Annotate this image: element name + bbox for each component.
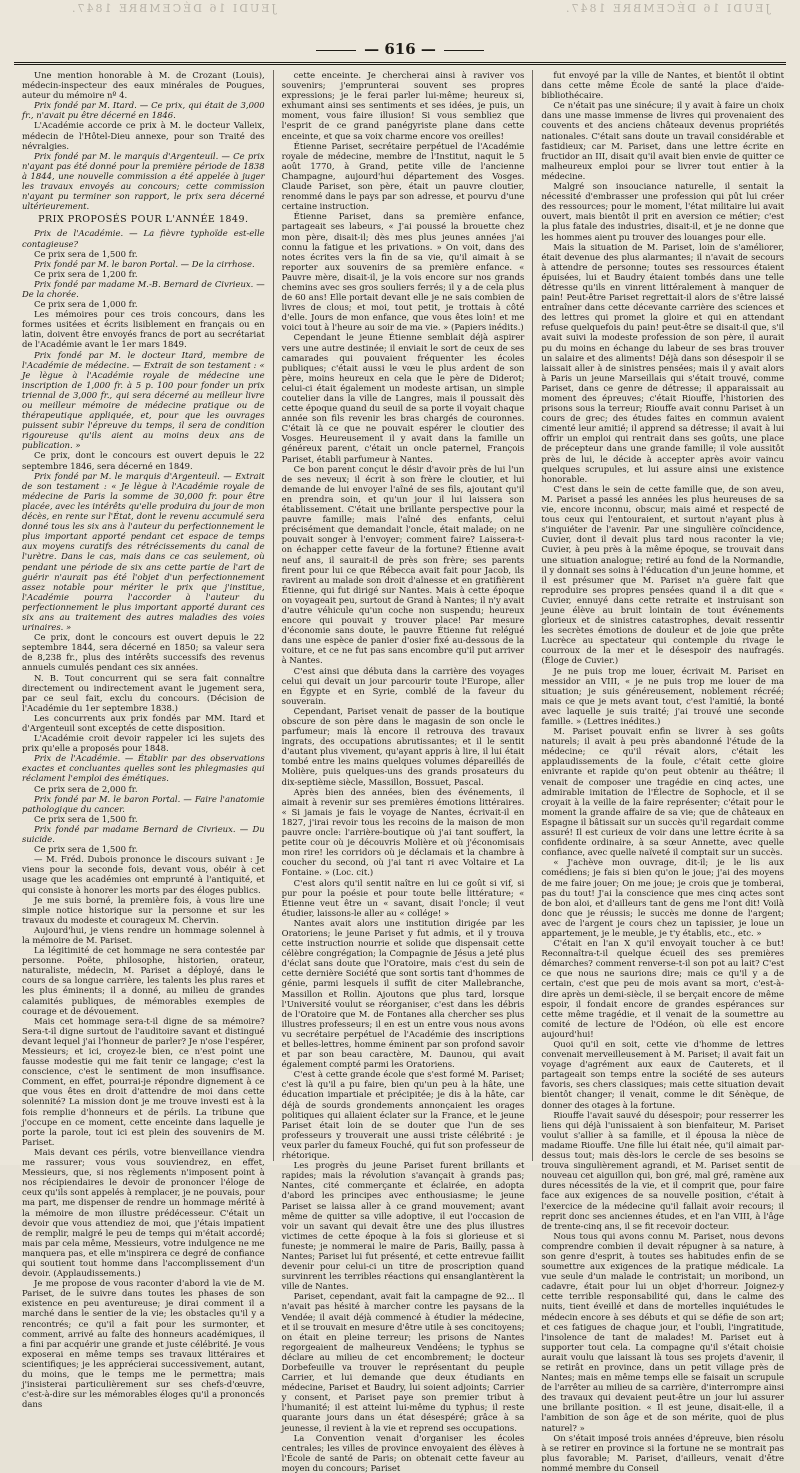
prize-entry: Prix fondé par madame Bernard de Civrieux. — Du suicide. bbox=[22, 823, 265, 845]
paragraph: L'Académie accorde ce prix à M. le docteur Valleix, médecin de l'Hôtel-Dieu annexe, pour son Traité des névralgies. bbox=[22, 120, 265, 151]
paragraph: Ce bon parent conçut le désir d'avoir près de lui l'un de ses neveux; il écrit à son frère le cloutier, et lui demande de lui envoyer l'aîné de ses fils, ajoutant qu'il en prendra soin, et qu'un jour il lui laissera son établissement. C'était une brillante perspective pour la pauvre famille; mais l'aîné des enfants, celui précisément que demandait l'oncle, était malade; on ne pouvait songer à l'envoyer; comment faire? Laissera-t-on échapper cette faveur de la fortune? Étienne avait neuf ans, il saurait-il de près son frère; ses parents firent pour lui ce que Rébecca avait fait pour Jacob, ils ravirent au malade son droit d'aînesse et en gratifièrent Étienne, qui fut dirigé sur Nantes. Mais à cette époque on voyageait peu, surtout de Grand à Nantes; il n'y avait d'autre véhicule qu'un coche non suspendu; heureux encore qui pouvait y trouver place! Par mesure d'économie sans doute, le pauvre Étienne fut relégué dans une espèce de panier d'osier fixé au-dessous de la voiture, et ce ne fut pas sans encombre qu'il put arriver à Nantes. bbox=[281, 463, 525, 666]
paragraph: Ce prix sera de 1,500 fr. bbox=[34, 844, 138, 855]
paragraph: Cependant le jeune Étienne semblait déjà aspirer vers une autre destinée; il enviait le sort de ceux de ses camarades qui pouvaient fréquenter les écoles publiques; c'était aussi le vœu le plus ardent de son père, moins heureux en cela que le père de Diderot; celui-ci était également un modeste artisan, un simple coutelier dans la ville de Langres, mais il poussait dès cette époque quand du seuil de sa porte il voyait chaque année son fils revenir les bras chargés de couronnes. C'était là ce que ne pouvait espérer le cloutier des Vosges. Heureusement il y avait dans la famille un généreux parent, c'était un oncle paternel, François Pariset, établi parfumeur à Nantes. bbox=[281, 332, 525, 464]
paragraph: Ce prix sera de 2,000 fr. bbox=[34, 783, 138, 794]
prize-entry: Prix de l'Académie. — Établir par des observations exactes et concluantes quelles sont les phlegmasies qui réclament l'emploi des émétiques. bbox=[22, 753, 265, 784]
paragraph: N. B. Tout concurrent qui se sera fait connaître directement ou indirectement avant le jugement sera, par ce seul fait, exclu du concours. (Décision de l'Académie du 1er septembre 1838.) bbox=[22, 672, 265, 713]
prize-entry: Prix fondé par M. le marquis d'Argenteuil. — Ce prix n'ayant pas été donné pour la première période de 1838 à 1844, une nouvelle commission a été appelée à juger les travaux envoyés au concours; cette commission n'ayant pu terminer son rapport, le prix sera décerné ultérieurement. bbox=[22, 150, 265, 212]
paragraph: C'est alors qu'il sentit naître en lui ce goût si vif, si pur pour la poésie et pour toute belle littérature; « Étienne veut être un « savant, disait l'oncle; il veut étudier, laissons-le aller au « collége! » bbox=[281, 877, 525, 918]
prize-entry: Prix de l'Académie. — La fièvre typhoïde est-elle contagieuse? bbox=[22, 228, 265, 249]
paragraph: Ce n'était pas une sinécure; il y avait à faire un choix dans une masse immense de livres qui provenaient des couvents et des anciens châteaux devenus propriétés nationales. C'était sans doute un travail considérable et fastidieux; car M. Pariset, dans une lettre écrite en fructidor an III, disait qu'il avait bien envie de quitter ce malheureux emploi pour se livrer tout entier à la médecine. bbox=[541, 100, 785, 181]
paragraph: Malgré son insouciance naturelle, il sentait la nécessité d'embrasser une profession qui pût lui créer des ressources; pour le moment, l'état militaire lui avait ouvert, mais bientôt il prit en aversion ce métier; c'est la plus fatale des industries, disait-il, et je ne donne que les hommes aient pu trouver des louanges pour elle. bbox=[541, 181, 785, 242]
paragraph: Je ne puis trop me louer, écrivait M. Pariset en messidor an VIII, « je ne puis trop me louer de ma situation; je suis généreusement, noblement récréé; mais ce que je mets avant tout, c'est l'amitié, la bonté avec laquelle je suis traité; j'ai trouvé une seconde famille. » (Lettres inédites.) bbox=[541, 665, 785, 726]
prize-entry: Prix fondé par madame M.-B. Bernard de Civrieux. — De la chorée. bbox=[22, 278, 265, 299]
paragraph: « J'achève mon ouvrage, dit-il; je le lis aux comédiens; je fais si bien qu'on le joue; j'ai des moyens de me faire jouer; On me joue; je crois que je tomberai, pas du tout! J'ai la conscience que mes cinq actes sont de bon aloi, et d'ailleurs tant de gens me l'ont dit! Voilà donc que je réussis; le succès me donne de l'argent; avec de l'argent je cours chez un tapissier, je loue un appartement, je le meuble, je t'y établis, etc., etc. » bbox=[541, 857, 785, 938]
paragraph: Je me propose de vous raconter d'abord la vie de M. Pariset, de le suivre dans toutes les phases de son existence en peu aventureuse; je dirai comment il a marché dans le sentier de la vie; les obstacles qu'il y a rencontrés; ce qu'il a fait pour les surmonter, et comment, arrivé au faîte des honneurs académiques, il a fini par acquérir une grande et juste célébrité. Je vous exposerai en même temps ses travaux littéraires et scientifiques; je les apprécierai successivement, autant, du moins, que le temps me le permettra; mais j'insisterai particulièrement sur ses chefs-d'œuvre, c'est-à-dire sur les mémorables éloges qu'il a prononcés dans bbox=[22, 1278, 265, 1410]
paragraph: Ce prix, dont le concours est ouvert depuis le 22 septembre 1844, sera décerné en 1850; sa valeur sera de 8,238 fr., plus des intérêts successifs des revenus annuels cumulés pendant ces six années. bbox=[22, 632, 265, 673]
prize-entry: Prix fondé par M. le baron Portal. — Faire l'anatomie pathologique du cancer. bbox=[22, 793, 265, 814]
paragraph: Ce prix, dont le concours est ouvert depuis le 22 septembre 1846, sera décerné en 1849. bbox=[22, 450, 265, 471]
paragraph: Ce prix sera de 1,200 fr. bbox=[34, 268, 138, 279]
paragraph: cette enceinte. Je chercherai ainsi à raviver vos souvenirs; j'emprunterai souvent ses propres expressions; je le ferai parler lui-même; heureux si, exhumant ainsi ses sentiments et ses idées, je puis, un moment, vous faire illusion! Si vous sembliez que l'esprit de ce grand panégyriste plane dans cette enceinte, et que sa voix charme encore vos oreilles! bbox=[281, 70, 525, 141]
paragraph: Mais cet hommage sera-t-il digne de sa mémoire? Sera-t-il digne surtout de l'auditoire savant et distingué devant lequel j'ai l'honneur de parler? Je n'ose l'espérer, Messieurs; et ici, croyez-le bien, ce n'est point une fausse modestie qui me fait tenir ce langage; c'est la conscience, c'est le sentiment de mon insuffisance. Comment, en effet, pourrai-je répondre dignement à ce que vous êtes en droit d'attendre de moi dans cette solennité? La mission dont je me trouve investi est à la fois remplie d'honneurs et de périls. La tribune que j'occupe en ce moment, cette enceinte dans laquelle je porte la parole, tout ici est plein des souvenirs de M. Pariset. bbox=[22, 1015, 265, 1147]
page-header bbox=[0, 0, 800, 58]
section-heading: PRIX PROPOSÉS POUR L'ANNÉE 1849. bbox=[38, 214, 249, 226]
prize-entry: Prix fondé par M. le marquis d'Argenteuil. — Extrait de son testament : « Je lègue à l'Académie royale de médecine de Paris la somme de 30,000 fr. pour être placée, avec les intérêts qu'elle produira du jour de mon décès, en rente sur l'État, dont le revenu accumulé sera donné tous les six ans à l'auteur du perfectionnement le plus important apporté pendant cet espace de temps aux moyens curatifs des rétrécissements du canal de l'urètre. Dans le cas, mais dans ce cas seulement, où pendant une période de six ans cette partie de l'art de guérir n'aurait pas été l'objet d'un perfectionnement assez notable pour mériter le prix que j'institue, l'Académie pourra l'accorder à l'auteur du perfectionnement le plus important apporté durant ces six ans au traitement des autres maladies des voies urinaires. » bbox=[22, 470, 265, 633]
column-middle bbox=[273, 70, 525, 1473]
paragraph: Riouffe l'avait sauvé du désespoir; pour resserrer les liens qui déjà l'unissaient à son bienfaiteur, M. Pariset voulut s'allier à sa famille, et il épousa la nièce de madame Riouffe. Une fille lui était née, qu'il aimait par-dessus tout; mais dès-lors le cercle de ses besoins se trouva singulièrement agrandi, et M. Pariset sentit de nouveau cet aiguillon qui, bon gré, mal gré, ramène aux dures nécessités de la vie, et il comprit que, pour faire face aux exigences de sa nouvelle position, c'était à l'exercice de la médecine qu'il fallait avoir recours; il reprit donc ses anciennes études, et en l'an VIII, à l'âge de trente-cinq ans, il se fit recevoir docteur. bbox=[541, 1109, 785, 1231]
paragraph: M. Pariset pouvait enfin se livrer à ses goûts naturels; il avait à peu près abandonné l'étude de la médecine; ce qu'il révait alors, c'était les applaudissements de la foule, c'était cette gloire enivrante et rapide qu'on peut obtenir au théâtre; il venait de composer une tragédie en cinq actes, une admirable imitation de l'Électre de Sophocle, et il se croyait à la veille de la faire représenter; c'était pour le moment la grande affaire de sa vie; que de châteaux en Espagne il bâtissait sur un succès qu'il regardait comme assuré! Il est curieux de voir dans une lettre écrite à sa confidente ordinaire, à sa sœur Annette, avec quelle confiance, avec quelle naïveté il comptait sur un succès. bbox=[541, 726, 785, 858]
paragraph: C'est à cette grande école que s'est formé M. Pariset; c'est là qu'il a pu faire, bien qu'un peu à la hâte, une éducation impartiale et précipitée; je dis à la hâte, car déjà de sourds grondements annonçaient les orages politiques qui allaient éclater sur la France, et le jeune Pariset était loin de se douter que l'un de ses professeurs y trouverait une aussi triste célébrité : je veux parler du fameux Fouché, qui fut son professeur de rhétorique. bbox=[281, 1069, 525, 1161]
paragraph: Étienne Pariset, dans sa première enfance, partageait ses labeurs, « J'ai poussé la brouette chez mon père, disait-il; dès mes plus jeunes années j'ai connu la fatigue et les privations. » On voit, dans des notes écrites vers la fin de sa vie, qu'il aimait à se reporter aux souvenirs de sa première enfance. « Pauvre mère, disait-il, je la vois encore sur nos grands chemins avec ses gros souliers ferrés; il y a de cela plus de 60 ans! Elle portait devant elle je ne sais combien de livres de clous; et moi, tout petit, je trottais à côté d'elle. Jours de mon enfance, que vous êtes loin! et me voici tout à l'heure au soir de ma vie. » (Papiers inédits.) bbox=[281, 211, 525, 333]
paragraph: Quoi qu'il en soit, cette vie d'homme de lettres convenait merveilleusement à M. Pariset; il avait fait un voyage d'agrément aux eaux de Cauterets, et il partageait son temps entre la société de ses auteurs favoris, ses chers classiques; mais cette situation devait bientôt changer; il venait, comme le dit Sénèque, de donner des otages à la fortune. bbox=[541, 1039, 785, 1110]
paragraph: Mais la situation de M. Pariset, loin de s'améliorer, était devenue des plus alarmantes; il n'avait de secours à attendre de personne; toutes ses ressources étaient épuisées, lui et Baudry étaient tombés dans une telle détresse qu'ils en vinrent littéralement à manquer de pain! Peut-être Pariset regrettait-il alors de s'être laissé entraîner dans cette décevante carrière des sciences et des lettres qui promet la gloire et qui en attendant refuse quelquefois du pain! peut-être se disait-il que, s'il avait suivi la modeste profession de son père, il aurait pu du moins en échange du labeur de ses bras trouver un salaire et des aliments! Déjà dans son désespoir il se laissait aller à de sinistres pensées; mais il y avait alors à Paris un jeune Marseillais qui s'était trouvé, comme Pariset, dans ce genre de détresse; il apparaissait au moment des épreuves; c'était Riouffe, l'historien des prisons sous la terreur; Riouffe avait connu Pariset à un cours de grec; des études faites en commun avaient cimenté leur amitié; il apprend sa détresse; il avait à lui offrir un emploi qui rentrait dans ses goûts, une place de précepteur dans une grande famille; il vole aussitôt près de lui, le décide à accepter après avoir vaincu quelques scrupules, et lui assure ainsi une existence honorable. bbox=[541, 241, 785, 484]
paragraph: Ce prix sera de 1,500 fr. bbox=[34, 813, 138, 824]
paragraph: Les concurrents aux prix fondés par MM. Itard et d'Argenteuil sont exceptés de cette disposition. bbox=[22, 712, 265, 733]
column-right bbox=[532, 70, 785, 1473]
paragraph: — M. Fréd. Dubois prononce le discours suivant : Je viens pour la seconde fois, devant vous, obéir à cet usage que les académies ont emprunté à l'antiquité, et qui consiste à honorer les morts par des éloges publics. bbox=[22, 854, 265, 895]
prize-entry: Prix fondé par M. Itard. — Ce prix, qui était de 3,000 fr., n'avait pu être décerné en 1846. bbox=[22, 100, 265, 121]
bleed-through-dateline-left: JEUDI 16 DÉCEMBRE 1847. bbox=[70, 2, 276, 15]
paragraph: La légitimité de cet hommage ne sera contestée par personne. Poëte, philosophe, historien, orateur, naturaliste, médecin, M. Pariset a déployé, dans le cours de sa longue carrière, les talents les plus rares et les plus éminents; il a donné, au milieu de grandes calamités publiques, de mémorables exemples de courage et de dévouement. bbox=[22, 945, 265, 1016]
column-left bbox=[22, 70, 265, 1410]
paragraph: Nantes avait alors une institution dirigée par les Oratoriens; le jeune Pariset y fut admis, et il y trouva cette instruction nourrie et solide que dispensait cette célèbre congrégation; la Compagnie de Jésus a jeté plus d'éclat sans doute que l'Oratoire, mais c'est du sein de cette dernière Société que sont sortis tant d'hommes de génie, parmi lesquels il suffit de citer Mallebranche, Massillon et Rollin. Ajoutons que plus tard, lorsque l'Université voulut se réorganiser, c'est dans les débris de l'Oratoire que M. de Fontanes alla chercher ses plus illustres professeurs; il en est un entre vous nous avons vu secrétaire perpétuel de l'Académie des inscriptions et belles-lettres, homme éminent par son profond savoir et par son beau caractère, M. Daunou, qui avait également compté parmi les Oratoriens. bbox=[281, 917, 525, 1070]
paragraph: C'est dans le sein de cette famille que, de son aveu, M. Pariset a passé les années les plus heureuses de sa vie, encore inconnu, obscur, mais aimé et respecté de tous ceux qui l'entouraient, et surtout n'ayant plus à s'inquiéter de l'avenir. Par une singulière coïncidence, Cuvier, dont il devait plus tard nous raconter la vie; Cuvier, à peu près à la même époque, se trouvait dans une situation analogue; retiré au fond de la Normandie, il y donnait ses soins à l'éducation d'un jeune homme, et il est présumer que M. Pariset n'a guère fait que reproduire ses propres pensées quand il a dit que « Cuvier, ennuyé dans cette retraite et instruisant son jeune élève au bruit lointain de tout événements glorieux et de sinistres catastrophes, devait ressentir les secrètes émotions de douleur et de joie que prête Lucrèce au spectateur qui contemple du rivage le courroux de la mer et le désespoir des naufragés. (Éloge de Cuvier.) bbox=[541, 483, 785, 666]
paragraph: Les mémoires pour ces trois concours, dans les formes usitées et écrits lisiblement en français ou en latin, doivent être envoyés francs de port au secrétariat de l'Académie avant le 1er mars 1849. bbox=[22, 309, 265, 350]
paragraph: C'était en l'an X qu'il envoyait toucher à ce but! Reconnaîtra-t-il quelque écueil des ses premières démarches? comment renverse-t-il son pot au lait? C'est ce que nous ne saurions dire; mais ce qu'il y a de certain, c'est que peu de mois avant sa mort, c'est-à-dire après un demi-siècle, il se berçait encore de même espoir, il fondait encore de grandes espérances sur cette même tragédie, et il venait de la soumettre au comité de lecture de l'Odéon, où elle est encore aujourd'hui! bbox=[541, 938, 785, 1039]
paragraph: Les progrès du jeune Pariset furent brillants et rapides; mais la révolution s'avançait à grands pas; Nantes, cité commerçante et éclairée, en adopta d'abord les principes avec enthousiasme; le jeune Pariset se laissa aller à ce grand mouvement; avant même de quitter sa ville adoptive, il eut l'occasion de voir un savant qui devait être une des plus illustres victimes de cette époque à la fois si glorieuse et si funeste; je nommerai le maire de Paris, Bailly, passa à Nantes; Pariset lui fut présenté, et cette entrevue faillit devenir pour celui-ci un titre de proscription quand survinrent les terribles réactions qui ensanglantèrent la ville de Nantes. bbox=[281, 1160, 525, 1292]
header-rule bbox=[14, 62, 786, 65]
paragraph: Étienne Pariset, secrétaire perpétuel de l'Académie royale de médecine, membre de l'Institut, naquit le 5 août 1770, à Grand, petite ville de l'ancienne Champagne, aujourd'hui département des Vosges. Claude Pariset, son père, était un pauvre cloutier, renommé dans le pays par son adresse, et pourvu d'une certaine instruction. bbox=[281, 140, 525, 212]
paragraph: C'est ainsi que débuta dans la carrière des voyages celui qui devait un jour parcourir toute l'Europe, aller en Égypte et en Syrie, comblé de la faveur du souverain. bbox=[281, 665, 525, 706]
paragraph: Je me suis borné, la première fois, à vous lire une simple notice historique sur la personne et sur les travaux du modeste et courageux M. Chervin. bbox=[22, 894, 265, 925]
paragraph: fut envoyé par la ville de Nantes, et bientôt il obtint dans cette même École de santé la place d'aide-bibliothécaire. bbox=[541, 70, 785, 101]
paragraph: Après bien des années, bien des événements, il aimait à revenir sur ses premières émotions littéraires. « Si jamais je fais le voyage de Nantes, écrivait-il en 1827, j'irai revoir tous les recoins de la maison de mon pauvre oncle: l'arrière-boutique où j'ai tant souffert, la petite cour où je découvris Molière et où j'économisais mon rire! les corridors où je déclamais et la chambre à coucher du second, où j'ai tant ri avec Voltaire et La Fontaine. » (Loc. cit.) bbox=[281, 786, 525, 878]
paragraph: Une mention honorable à M. de Crozant (Louis), médecin-inspecteur des eaux minérales de Pougues, auteur du mémoire nº 4. bbox=[22, 70, 265, 101]
page-number: — 616 — bbox=[0, 40, 800, 58]
paragraph: Aujourd'hui, je viens rendre un hommage solennel à la mémoire de M. Pariset. bbox=[22, 924, 265, 945]
prize-entry: Prix fondé par M. le baron Portal. — De la cirrhose. bbox=[34, 258, 255, 269]
paragraph: Mais devant ces périls, votre bienveillance viendra me rassurer; vous vous souviendrez, en effet, Messieurs, que, si nos règlements n'imposent point à nos récipiendaires le devoir de prononcer l'éloge de ceux qu'ils sont appelés à remplacer, je ne pouvais, pour ma part, me dispenser de rendre un hommage mérité à la mémoire de mon illustre prédécesseur. C'était un devoir que vous attendiez de moi, que j'étais impatient de remplir, malgré le peu de temps qui m'était accordé; mais par cela même, Messieurs, votre indulgence ne me manquera pas, et elle m'inspirera ce degré de confiance qui soutient tout homme dans l'accomplissement d'un devoir. (Applaudissements.) bbox=[22, 1146, 265, 1279]
paragraph: Nous tous qui avons connu M. Pariset, nous devons comprendre combien il devait répugner à sa nature, à son genre d'esprit, à toutes ses habitudes enfin de se soumettre aux exigences de la pratique médicale. La vue seule d'un malade le contristait; un moribond, un cadavre, était pour lui un objet d'horreur. Joignez-y cette terrible responsabilité qui, dans le calme des nuits, tient éveillé et dans de mortelles inquiétudes le médecin encore à ses débuts et qui se défie de son art; et ces fatigues de chaque jour, et l'oubli, l'ingratitude, l'insolence de tant de malades! M. Pariset eut à supporter tout cela. La compagne qu'il s'était choisie aurait voulu que laissant là tous ses projets d'avenir, il se retirât en province, dans un petit village près de Nantes; mais en même temps elle se faisait un scrupule de l'arrêter au milieu de sa carrière, d'interrompre ainsi des travaux qui devaient peut-être un jour lui assurer une brillante position. « Il est jeune, disait-elle, il a l'ambition de son âge et de son mérite, quoi de plus naturel? » bbox=[541, 1230, 785, 1433]
text-columns bbox=[22, 70, 785, 1473]
prize-entry: Prix fondé par M. le docteur Itard, membre de l'Académie de médecine. — Extrait de son testament : « Je lègue à l'Académie royale de médecine une inscription de 1,000 fr. à 5 p. 100 pour fonder un prix triennal de 3,000 fr., qui sera décerné au meilleur livre ou meilleur mémoire de médecine pratique ou de thérapeutique appliquée, et, pour que les ouvrages puissent subir l'épreuve du temps, il sera de condition rigoureuse qu'ils aient au moins deux ans de publication. » bbox=[22, 349, 265, 451]
paragraph: Cependant, Pariset venait de passer de la boutique obscure de son père dans le magasin de son oncle le parfumeur; mais là encore il retrouva des travaux ingrats, des occupations abrutissantes; et il le sentit d'autant plus vivement, qu'ayant appris à lire, il lui était tombé entre les mains quelques volumes dépareillés de Molière, puis quelques-uns des grands prosateurs du dix-septième siècle, Massillon, Bossuet, Pascal. bbox=[281, 705, 525, 787]
paragraph: Ce prix sera de 1,500 fr. bbox=[34, 248, 138, 259]
paragraph: La Convention venait d'organiser les écoles centrales; les villes de province envoyaient des élèves à l'École de santé de Paris; on obtenait cette faveur au moyen du concours; Pariset bbox=[281, 1432, 525, 1473]
paragraph: Pariset, cependant, avait fait la campagne de 92... Il n'avait pas hésité à marcher contre les paysans de la Vendée; il avait déjà commencé à étudier la médecine, et il se trouvait en mesure d'être utile à ses concitoyens; on était en pleine terreur; les prisons de Nantes regorgeaient de malheureux Vendéens; le typhus se déclare au milieu de cet encombrement; le docteur Dorbefeuille va trouver le représentant du peuple Carrier, et lui demande que deux étudiants en médecine, Pariset et Baudry, lui soient adjoints; Carrier y consent, et Pariset paye son premier tribut à l'humanité; il est atteint lui-même du typhus; il reste quarante jours dans un état désespéré; grâce à sa jeunesse, il revient à la vie et reprend ses occupations. bbox=[281, 1291, 525, 1433]
bleed-through-dateline-right: JEUDI 16 DÉCEMBRE 1847. bbox=[564, 2, 770, 15]
paragraph: On s'était imposé trois années d'épreuve, bien résolu à se retirer en province si la fortune ne se montrait pas plus favorable; M. Pariset, d'ailleurs, venait d'être nommé membre du Conseil bbox=[541, 1432, 785, 1473]
paragraph: L'Académie croit devoir rappeler ici les sujets des prix qu'elle a proposés pour 1848. bbox=[22, 733, 265, 754]
paragraph: Ce prix sera de 1,000 fr. bbox=[34, 299, 138, 310]
